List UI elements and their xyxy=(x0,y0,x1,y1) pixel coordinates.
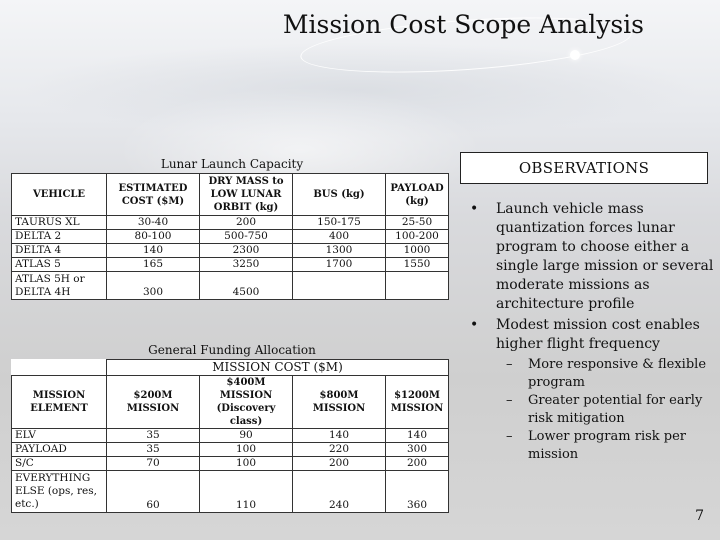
table-cell: 140 xyxy=(386,429,449,443)
table-row xyxy=(12,230,449,244)
table-row xyxy=(12,443,449,457)
sub-observation-text: Greater potential for early risk mitigation xyxy=(528,393,703,426)
table-cell: ELV xyxy=(12,429,107,443)
table-cell: 35 xyxy=(107,429,200,443)
table-cell: 360 xyxy=(386,471,449,513)
table-cell: 110 xyxy=(200,471,293,513)
column-header: ESTIMATED COST ($M) xyxy=(107,174,200,216)
table-cell: 35 xyxy=(107,443,200,457)
table-cell: 140 xyxy=(293,429,386,443)
funding-allocation-table xyxy=(11,359,449,513)
table-cell: PAYLOAD xyxy=(12,443,107,457)
table-cell: 1700 xyxy=(293,258,386,272)
dash-icon: – xyxy=(506,357,513,372)
table-cell: 165 xyxy=(107,258,200,272)
column-header: $800M MISSION xyxy=(293,376,386,429)
list-item xyxy=(470,200,716,314)
table-cell: 100 xyxy=(200,443,293,457)
table-cell xyxy=(386,272,449,300)
table-cell: TAURUS XL xyxy=(12,216,107,230)
table-cell: 150-175 xyxy=(293,216,386,230)
table-cell: 400 xyxy=(293,230,386,244)
satellite-graphic xyxy=(570,50,580,60)
table-cell: DELTA 4 xyxy=(12,244,107,258)
table-group-header-row xyxy=(12,360,449,376)
table-cell: 200 xyxy=(293,457,386,471)
column-header: MISSION ELEMENT xyxy=(12,376,107,429)
observation-text: Launch vehicle mass quantization forces lunar program to choose either a single large mission or several moderate missions as architecture profile xyxy=(496,201,714,312)
table-row xyxy=(12,244,449,258)
column-header: PAYLOAD (kg) xyxy=(386,174,449,216)
table-row xyxy=(12,429,449,443)
table-cell: 1550 xyxy=(386,258,449,272)
table-cell: 200 xyxy=(386,457,449,471)
table-cell: 100 xyxy=(200,457,293,471)
column-header: BUS (kg) xyxy=(293,174,386,216)
table-cell: EVERYTHING ELSE (ops, res, etc.) xyxy=(12,471,107,513)
table-header-row xyxy=(12,376,449,429)
table-header-row xyxy=(12,174,449,216)
table-cell: 90 xyxy=(200,429,293,443)
bullet-icon: • xyxy=(470,317,479,333)
table-cell: 4500 xyxy=(200,272,293,300)
page-number: 7 xyxy=(695,508,704,524)
dash-icon: – xyxy=(506,429,513,444)
table-cell: ATLAS 5H or DELTA 4H xyxy=(12,272,107,300)
launch-table-caption: Lunar Launch Capacity xyxy=(160,157,304,171)
table-cell: 25-50 xyxy=(386,216,449,230)
page-title: Mission Cost Scope Analysis xyxy=(282,10,644,39)
table-cell: 80-100 xyxy=(107,230,200,244)
group-header: MISSION COST ($M) xyxy=(107,360,449,376)
sub-list-item xyxy=(470,428,716,464)
table-row xyxy=(12,216,449,230)
table-cell: S/C xyxy=(12,457,107,471)
table-cell: 30-40 xyxy=(107,216,200,230)
sub-observation-text: Lower program risk per mission xyxy=(528,429,687,462)
table-cell xyxy=(293,272,386,300)
observation-text: Modest mission cost enables higher flight frequency xyxy=(496,317,700,352)
column-header: $1200M MISSION xyxy=(386,376,449,429)
sub-list-item xyxy=(470,356,716,392)
sub-observation-text: More responsive & flexible program xyxy=(528,357,707,390)
table-cell: 500-750 xyxy=(200,230,293,244)
column-header: DRY MASS to LOW LUNAR ORBIT (kg) xyxy=(200,174,293,216)
table-row xyxy=(12,272,449,300)
table-cell: 60 xyxy=(107,471,200,513)
table-cell: 70 xyxy=(107,457,200,471)
sub-list-item xyxy=(470,392,716,428)
table-cell: 220 xyxy=(293,443,386,457)
table-cell: 240 xyxy=(293,471,386,513)
funding-table-caption: General Funding Allocation xyxy=(148,343,316,357)
table-cell: 1000 xyxy=(386,244,449,258)
launch-capacity-table xyxy=(11,173,449,300)
table-cell: 140 xyxy=(107,244,200,258)
table-row xyxy=(12,471,449,513)
table-row xyxy=(12,457,449,471)
table-cell: 100-200 xyxy=(386,230,449,244)
table-cell: 1300 xyxy=(293,244,386,258)
table-cell: ATLAS 5 xyxy=(12,258,107,272)
list-item xyxy=(470,316,716,354)
bullet-icon: • xyxy=(470,201,479,217)
table-row xyxy=(12,258,449,272)
observations-list xyxy=(470,200,716,464)
column-header: VEHICLE xyxy=(12,174,107,216)
column-header: $400M MISSION (Discovery class) xyxy=(200,376,293,429)
column-header: $200M MISSION xyxy=(107,376,200,429)
observations-header: OBSERVATIONS xyxy=(460,152,708,184)
blank-cell xyxy=(12,360,107,376)
table-cell: 300 xyxy=(386,443,449,457)
table-cell: 3250 xyxy=(200,258,293,272)
table-cell: DELTA 2 xyxy=(12,230,107,244)
dash-icon: – xyxy=(506,393,513,408)
table-cell: 2300 xyxy=(200,244,293,258)
table-cell: 300 xyxy=(107,272,200,300)
table-cell: 200 xyxy=(200,216,293,230)
